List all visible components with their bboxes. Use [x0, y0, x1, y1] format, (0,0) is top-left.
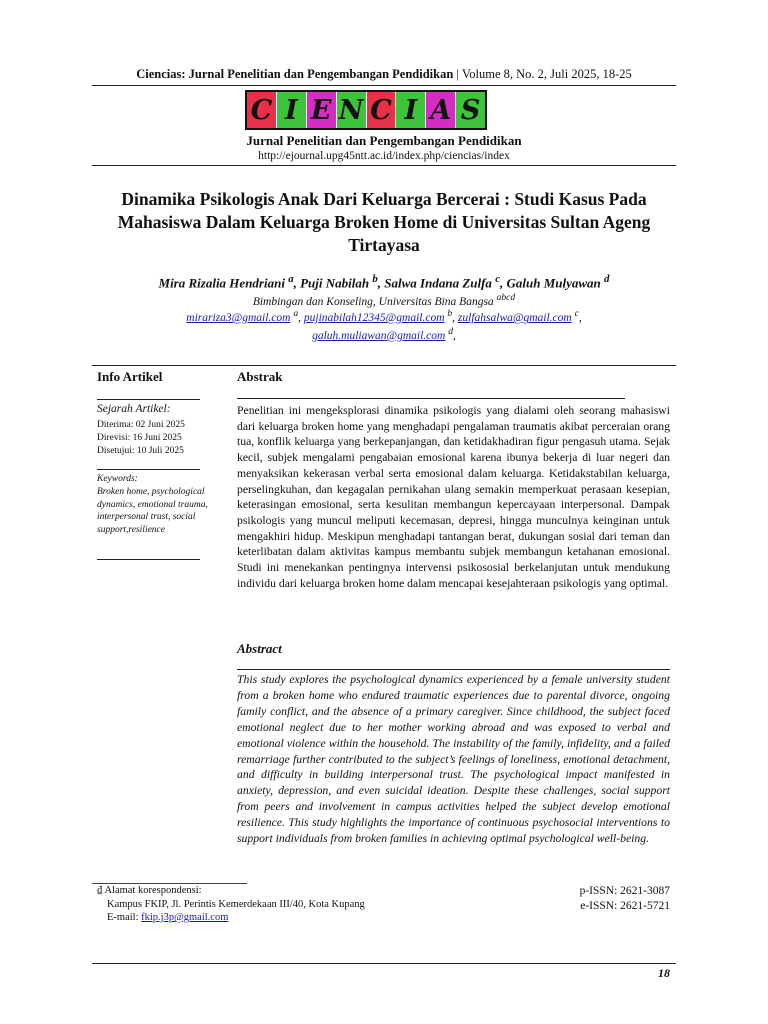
author-name: Puji Nabilah — [300, 275, 370, 291]
journal-logo — [245, 90, 487, 130]
correspondence-address: Kampus FKIP, Jl. Perintis Kemerdekaan III/40, Kota Kupang — [107, 898, 365, 910]
affiliation-sup: abcd — [496, 292, 516, 303]
header-rule — [92, 85, 676, 86]
p-issn: p-ISSN: 2621-3087 — [579, 885, 670, 897]
footer-rule — [92, 963, 676, 964]
email-label: E-mail: — [107, 912, 139, 923]
email-sup: d — [448, 325, 454, 337]
abstract-rule — [237, 669, 670, 670]
author-name: Salwa Indana Zulfa — [384, 275, 492, 291]
email-list: mirariza3@gmail.com $^a$, pujinabilah12345@gmail.com $^b$, zulfahsalwa@gmail.com $^c$, galuh.muliawan@gmail.com $^d$, — [186, 308, 582, 342]
keywords: Broken home, psychological dynamics, emotional trauma, interpersonal trust, social support,resilience — [97, 487, 208, 535]
abstrak-text: Penelitian ini mengeksplorasi dinamika psikologis yang dialami oleh seorang mahasiswi dari keluarga broken home yang menghadapi pengalaman traumatis akibat perceraian orang tua, konflik keluarga yang berkepanjangan, dan ketidakhadiran figur pengasuh utama. Sejak kecil, subjek mengalami pengabaian emosional karena ibunya bekerja di luar negeri dan menyaksikan kekerasan verbal serta emosional dalam keluarga. Ketidakstabilan keluarga, perselingkuhan, dan kegagalan pernikahan ulang semakin memperkuat perasaan kesepian, keterasingan emosional, serta kesulitan membangun kepercayaan interpersonal. Dampak psikologis yang muncul meliputi kecemasan, depresi, hingga munculnya keinginan untuk mengakhiri hidup. Meskipun menghadapi tantangan berat, dukungan sosial dari teman dan keterlibatan dalam aktivitas kampus membantu subjek membangun ketahanan emosional. Studi ini menekankan pentingnya intervensi psikososial berkelanjutan untuk mendukung individu dari keluarga broken home dalam mencapai kesejahteraan psikologis yang optimal. — [237, 404, 670, 590]
abstrak-title: Abstrak — [237, 369, 283, 384]
revised-date: Direvisi: 16 Juni 2025 — [97, 433, 182, 443]
journal-url[interactable]: http://ejournal.upg45ntt.ac.id/index.php/ciencias/index — [258, 150, 510, 162]
author-sup: d — [604, 273, 610, 285]
header-journal: Ciencias: Jurnal Penelitian dan Pengembangan Pendidikan — [136, 67, 454, 81]
info-rule-1 — [97, 399, 200, 400]
author-email[interactable]: zulfahsalwa@gmail.com — [457, 311, 572, 324]
email-sup: a — [293, 308, 299, 319]
abstract-title: Abstract — [237, 641, 282, 656]
author-email[interactable]: mirariza3@gmail.com — [186, 311, 291, 324]
correspondence-label-line — [97, 884, 365, 898]
affiliation — [90, 292, 678, 308]
correspondence-email[interactable]: fkip.j3p@gmail.com — [141, 912, 229, 923]
keywords-label: Keywords: — [97, 474, 138, 484]
logo-letter: A — [426, 92, 456, 128]
logo-letter: N — [337, 92, 367, 128]
correspondence-label: Alamat korespondensi: — [104, 885, 202, 896]
info-rule-3 — [97, 559, 200, 560]
info-rule-2 — [97, 469, 200, 470]
abstrak-rule — [237, 398, 625, 399]
abstract-text: This study explores the psychological dynamics experienced by a female university student from a broken home who endured traumatic experiences due to parental divorce, ongoing family conflict, and the absence of a primary caregiver. Since childhood, the subject faced emotional neglect due to her mother working abroad and was exposed to verbal and emotional violence within the household. The instability of the family, infidelity, and a failed remarriage further contributed to the subject’s feelings of loneliness, emotional detachment, and difficulty in building interpersonal trust. The psychological impact manifested in anxiety, depression, and even suicidal ideation. Despite these challenges, social support from peers and involvement in campus activities helped the subject develop emotional resilience. This study highlights the importance of continuous psychosocial interventions to support individuals from broken families in achieving optimal psychological well-being. — [237, 673, 670, 846]
author-name: Galuh Mulyawan — [506, 275, 601, 291]
author-name: Mira Rizalia Hendriani — [158, 275, 285, 291]
logo-letter: S — [456, 92, 485, 128]
info-title: Info Artikel — [97, 369, 163, 384]
url-rule — [92, 165, 676, 166]
history-label: Sejarah Artikel: — [97, 403, 171, 415]
author-sup: a — [288, 273, 294, 285]
author-email[interactable]: galuh.muliawan@gmail.com — [312, 329, 446, 342]
logo-letter: I — [277, 92, 307, 128]
footnote-mark-icon: ₫ — [97, 885, 103, 896]
email-sup: c — [574, 308, 579, 319]
logo-letter: C — [247, 92, 277, 128]
e-issn: e-ISSN: 2621-5721 — [580, 900, 670, 912]
header-volume: Volume 8, No. 2, Juli 2025, 18-25 — [461, 67, 632, 81]
header-separator: | — [456, 67, 459, 81]
paper-title: Dinamika Psikologis Anak Dari Keluarga Bercerai : Studi Kasus Pada Mahasiswa Dalam Keluarga Broken Home di Universitas Sultan Ageng Tirtayasa — [117, 189, 651, 255]
author-sup: b — [372, 273, 378, 285]
author-email[interactable]: pujinabilah12345@gmail.com — [303, 311, 445, 324]
accepted-date: Disetujui: 10 Juli 2025 — [97, 446, 184, 456]
logo-letter: E — [307, 92, 337, 128]
logo-letter: I — [396, 92, 426, 128]
received-date: Diterima: 02 Juni 2025 — [97, 420, 185, 430]
correspondence-footnote — [97, 884, 365, 925]
section-rule — [92, 365, 676, 366]
author-sup: c — [495, 273, 500, 285]
running-header — [0, 67, 768, 82]
page-number: 18 — [658, 966, 670, 980]
affiliation-text: Bimbingan dan Konseling, Universitas Bina Bangsa — [252, 295, 494, 308]
journal-name: Jurnal Penelitian dan Pengembangan Pendidikan — [246, 133, 522, 148]
correspondence-email-line — [97, 911, 365, 925]
issn-block — [580, 884, 670, 914]
email-sup: b — [447, 308, 453, 319]
logo-letter: C — [367, 92, 397, 128]
author-list: Mira Rizalia Hendriani $^a$, Puji Nabilah $^b$, Salwa Indana Zulfa $^c$, Galuh Mulyawan $^d$ — [158, 273, 610, 291]
